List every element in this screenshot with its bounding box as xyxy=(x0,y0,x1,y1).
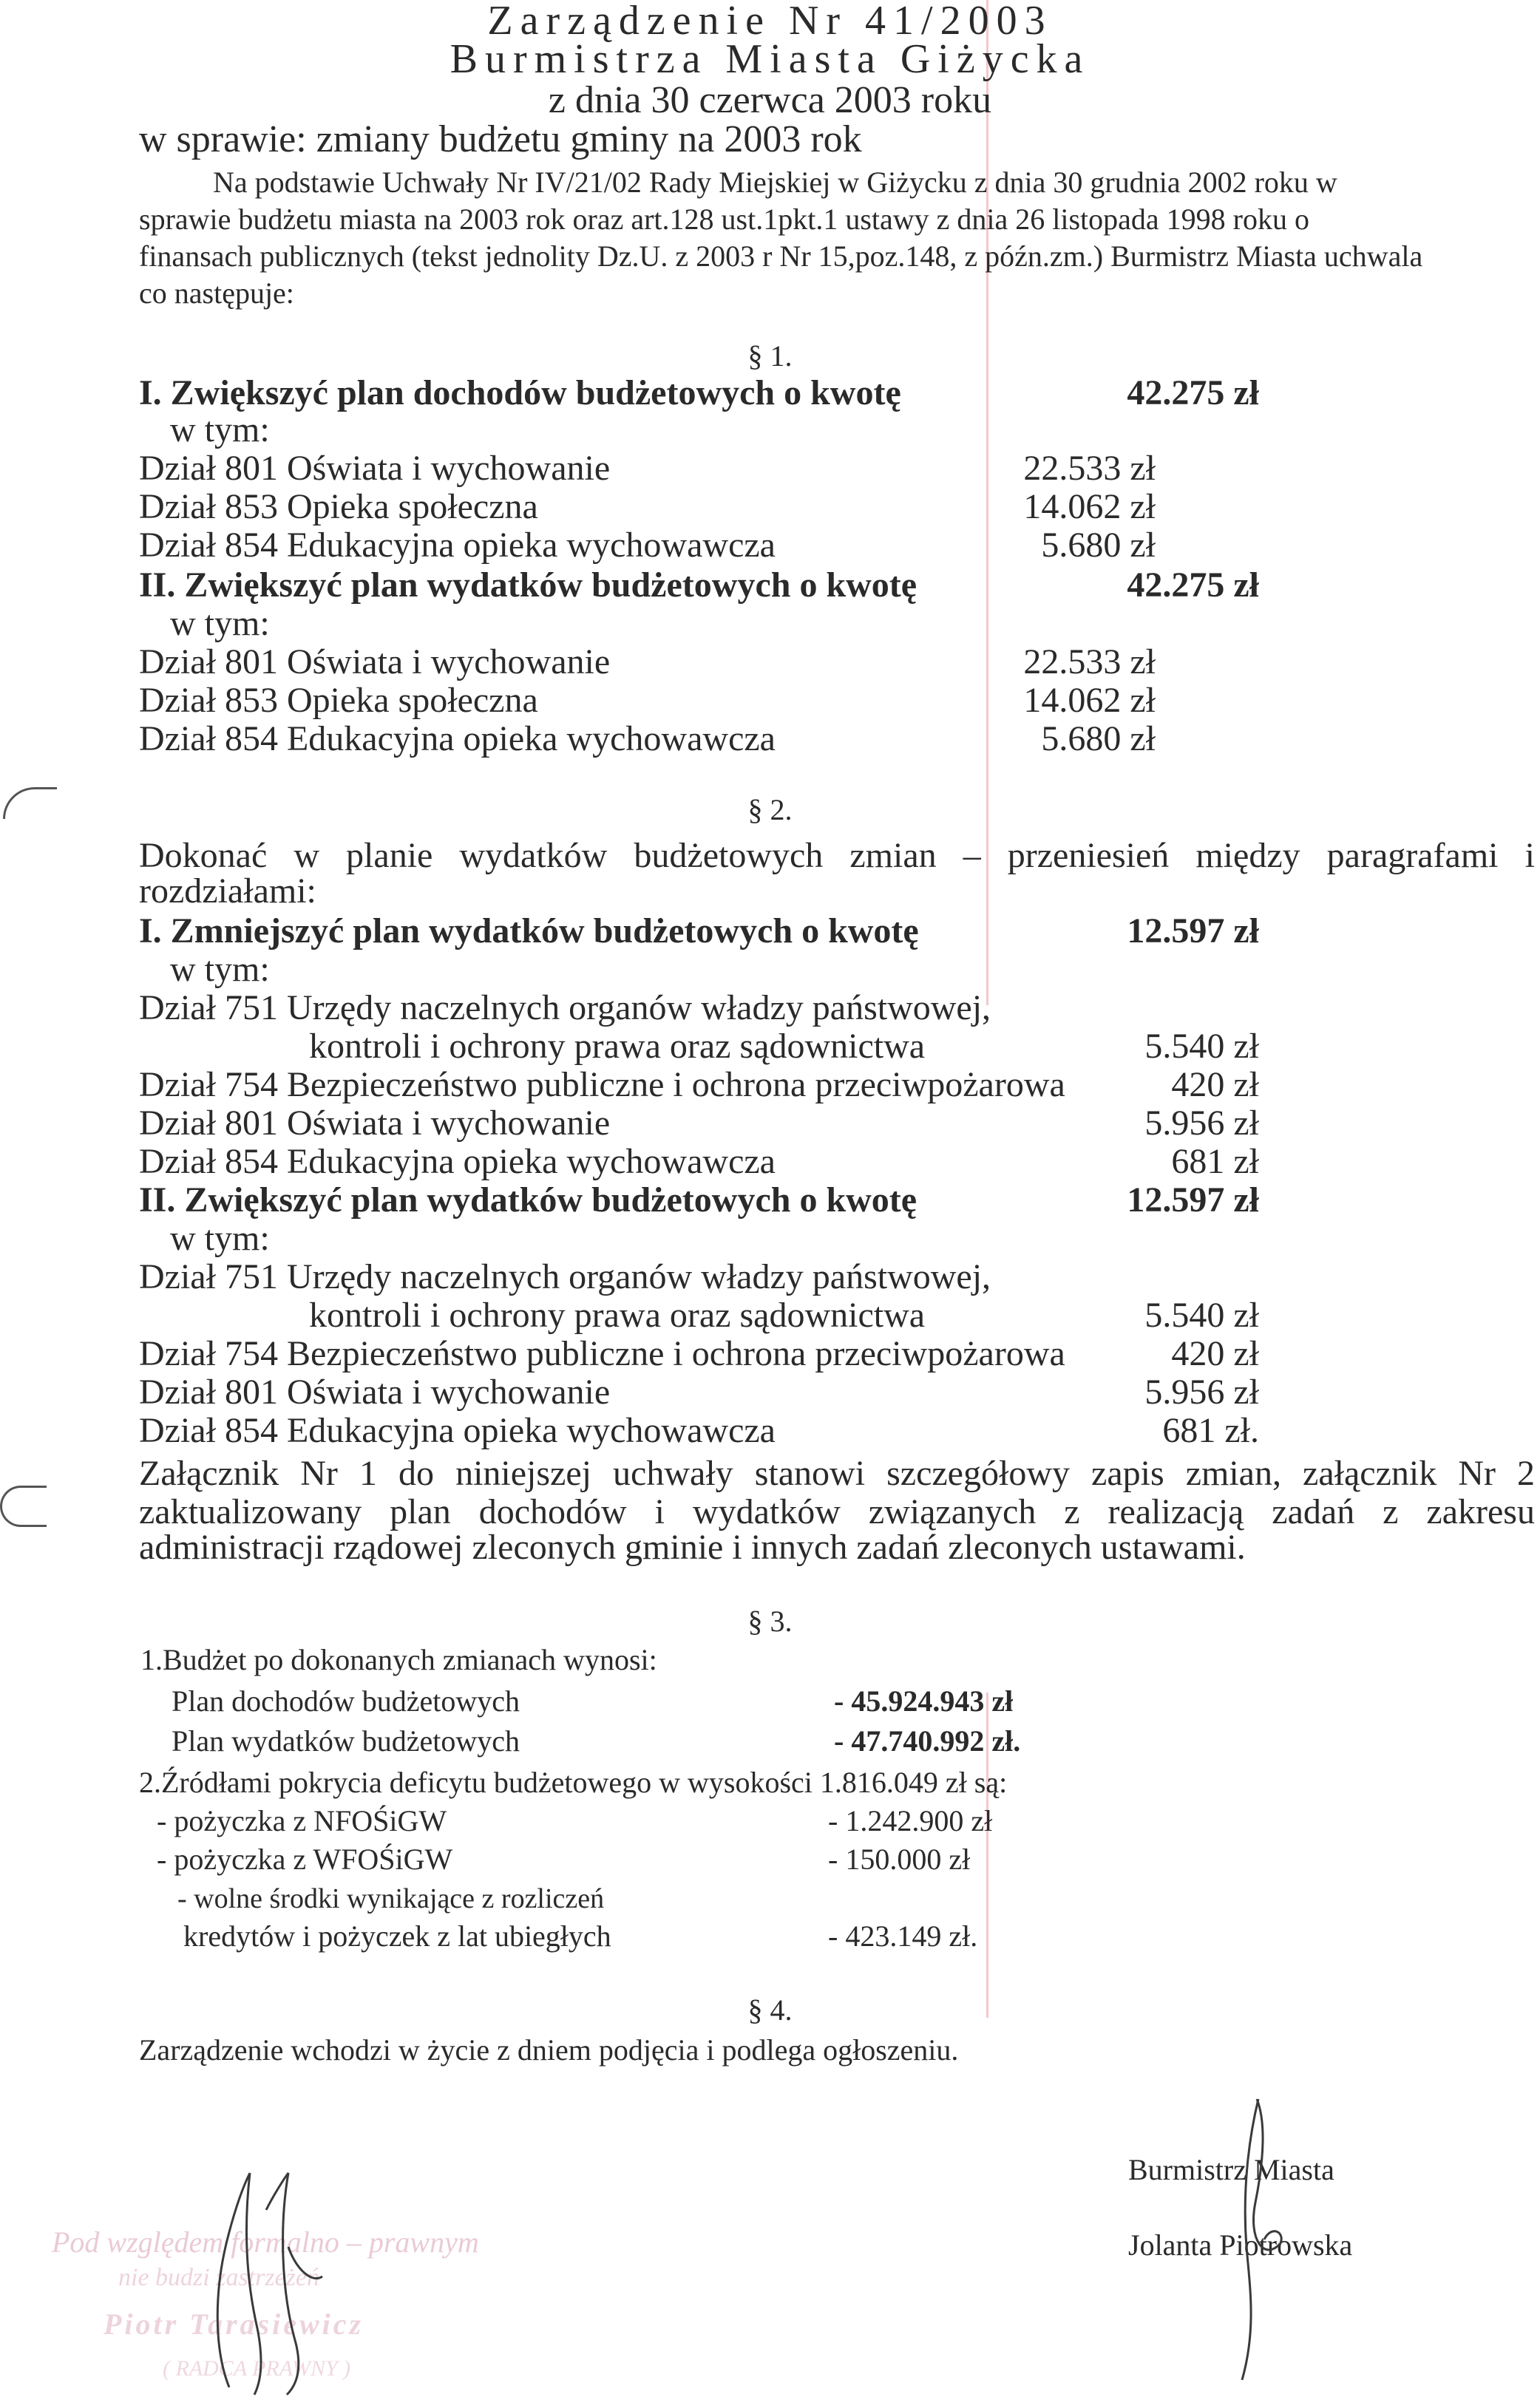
s3-source-label: - pożyczka z NFOŚiGW xyxy=(157,1804,447,1837)
s3-source-label: - pożyczka z WFOŚiGW xyxy=(157,1843,453,1876)
document-date: z dnia 30 czerwca 2003 roku xyxy=(548,79,992,121)
s2-part2-amount: 420 zł xyxy=(1171,1334,1259,1373)
s2-part1-total: 12.597 zł xyxy=(1127,911,1259,950)
signature-role: Burmistrz Miasta xyxy=(1128,2153,1334,2186)
s3-source-value: - 423.149 zł. xyxy=(828,1919,978,1953)
section-heading: § 4. xyxy=(747,1993,793,2027)
s2-attachment-line: zaktualizowany plan dochodów i wydatków związanych z realizacją zadań z zakresu xyxy=(139,1492,1535,1531)
s2-part2-row: Dział 751 Urzędy naczelnych organów władzy państwowej, xyxy=(139,1257,991,1296)
s1-part1-row: Dział 801 Oświata i wychowanie xyxy=(139,449,611,488)
section-heading: § 3. xyxy=(747,1605,793,1638)
s2-part1-row: Dział 751 Urzędy naczelnych organów władzy państwowej, xyxy=(139,988,991,1027)
document-title: Zarządzenie Nr 41/2003 xyxy=(487,0,1053,44)
s3-income-value: - 45.924.943 zł xyxy=(834,1684,1014,1718)
s1-part2-title: II. Zwiększyć plan wydatków budżetowych o kwotę xyxy=(139,565,917,605)
s1-part1-title: I. Zwiększyć plan dochodów budżetowych o kwotę xyxy=(139,373,901,412)
s2-part1-amount: 5.956 zł xyxy=(1144,1103,1259,1143)
s1-part1-row: Dział 853 Opieka społeczna xyxy=(139,487,538,526)
document-subject: w sprawie: zmiany budżetu gminy na 2003 rok xyxy=(139,118,862,160)
s3-item1: 1.Budżet po dokonanych zmianach wynosi: xyxy=(140,1643,657,1676)
preamble xyxy=(139,164,1516,312)
s2-part2-row: kontroli i ochrony prawa oraz sądownictwa xyxy=(309,1296,926,1335)
s2-part1-amount: 5.540 zł xyxy=(1144,1027,1259,1066)
s2-part2-wtym: w tym: xyxy=(170,1219,270,1258)
s2-part2-amount: 681 zł. xyxy=(1162,1411,1259,1450)
s1-part1-row: Dział 854 Edukacyjna opieka wychowawcza xyxy=(139,526,776,565)
s1-part2-amount: 5.680 zł xyxy=(1041,719,1156,758)
s3-source-label: kredytów i pożyczek z lat ubiegłych xyxy=(183,1919,611,1953)
s1-part1-amount: 22.533 zł xyxy=(1023,449,1156,488)
s2-attachment-line: Załącznik Nr 1 do niniejszej uchwały stanowi szczegółowy zapis zmian, załącznik Nr 2 xyxy=(139,1454,1535,1493)
s1-part1-wtym: w tym: xyxy=(170,410,270,449)
s2-intro-line: Dokonać w planie wydatków budżetowych zmian – przeniesień między paragrafami i xyxy=(139,836,1535,875)
s1-part1-amount: 14.062 zł xyxy=(1023,487,1156,526)
s1-part2-total: 42.275 zł xyxy=(1127,565,1259,605)
s1-part2-amount: 14.062 zł xyxy=(1023,681,1156,720)
s2-part1-row: kontroli i ochrony prawa oraz sądownictwa xyxy=(309,1027,926,1066)
s2-part1-amount: 681 zł xyxy=(1171,1142,1259,1181)
section-heading: § 1. xyxy=(747,339,793,373)
preamble-line: sprawie budżetu miasta na 2003 rok oraz art.128 ust.1pkt.1 ustawy z dnia 26 listopada 1998 roku o xyxy=(139,203,1309,236)
s1-part2-row: Dział 854 Edukacyjna opieka wychowawcza xyxy=(139,719,776,758)
s2-part2-title: II. Zwiększyć plan wydatków budżetowych o kwotę xyxy=(139,1180,917,1220)
mayor-signature xyxy=(1212,2092,1301,2387)
s2-part1-row: Dział 854 Edukacyjna opieka wychowawcza xyxy=(139,1142,776,1181)
s2-part2-total: 12.597 zł xyxy=(1127,1180,1259,1220)
punch-hole-mark xyxy=(0,1486,47,1527)
s2-part1-wtym: w tym: xyxy=(170,950,270,989)
s3-source-label: - wolne środki wynikające z rozliczeń xyxy=(177,1883,605,1914)
s2-part1-row: Dział 754 Bezpieczeństwo publiczne i ochrona przeciwpożarowa xyxy=(139,1065,1065,1104)
document-issuer: Burmistrza Miasta Giżycka xyxy=(450,36,1090,82)
signature-name: Jolanta Piotrowska xyxy=(1128,2228,1353,2262)
s2-part2-row: Dział 854 Edukacyjna opieka wychowawcza xyxy=(139,1411,776,1450)
preamble-line: Na podstawie Uchwały Nr IV/21/02 Rady Miejskiej w Giżycku z dnia 30 grudnia 2002 roku w xyxy=(213,166,1337,199)
s1-part2-wtym: w tym: xyxy=(170,604,270,643)
preamble-line: finansach publicznych (tekst jednolity Dz.U. z 2003 r Nr 15,poz.148, z późn.zm.) Burmistrz Miasta uchwala xyxy=(139,239,1423,273)
s2-part1-amount: 420 zł xyxy=(1171,1065,1259,1104)
s4-text: Zarządzenie wchodzi w życie z dniem podjęcia i podlega ogłoszeniu. xyxy=(139,2033,959,2067)
s1-part2-row: Dział 853 Opieka społeczna xyxy=(139,681,538,720)
s1-part2-amount: 22.533 zł xyxy=(1023,642,1156,681)
section-heading: § 2. xyxy=(747,793,793,826)
s3-expense-label: Plan wydatków budżetowych xyxy=(172,1724,520,1758)
s3-expense-value: - 47.740.992 zł. xyxy=(834,1724,1021,1758)
s3-income-label: Plan dochodów budżetowych xyxy=(172,1684,520,1718)
s2-part2-amount: 5.956 zł xyxy=(1144,1373,1259,1412)
legal-approval-stamp: Pod względem formalno – prawnym nie budzi zastrzeżeń Piotr Tarasiewicz ( RADCA PRAWNY ) xyxy=(52,2225,479,2381)
s1-part2-row: Dział 801 Oświata i wychowanie xyxy=(139,642,611,681)
s3-source-value: - 150.000 zł xyxy=(828,1843,971,1876)
s3-source-value: - 1.242.900 zł xyxy=(828,1804,993,1837)
s2-part2-row: Dział 801 Oświata i wychowanie xyxy=(139,1373,611,1412)
s2-part2-row: Dział 754 Bezpieczeństwo publiczne i ochrona przeciwpożarowa xyxy=(139,1334,1065,1373)
s3-item2: 2.Źródłami pokrycia deficytu budżetowego w wysokości 1.816.049 zł są: xyxy=(139,1766,1008,1799)
s2-intro-line2: rozdziałami: xyxy=(139,871,316,911)
counsel-signature xyxy=(185,2166,377,2402)
s1-part1-total: 42.275 zł xyxy=(1127,373,1259,412)
s2-part2-amount: 5.540 zł xyxy=(1144,1296,1259,1335)
s2-part1-row: Dział 801 Oświata i wychowanie xyxy=(139,1103,611,1143)
s1-part1-amount: 5.680 zł xyxy=(1041,526,1156,565)
preamble-line: co następuje: xyxy=(139,276,294,310)
s2-part1-title: I. Zmniejszyć plan wydatków budżetowych o kwotę xyxy=(139,911,919,950)
s2-attachment-line: administracji rządowej zleconych gminie i innych zadań zleconych ustawami. xyxy=(139,1528,1246,1567)
